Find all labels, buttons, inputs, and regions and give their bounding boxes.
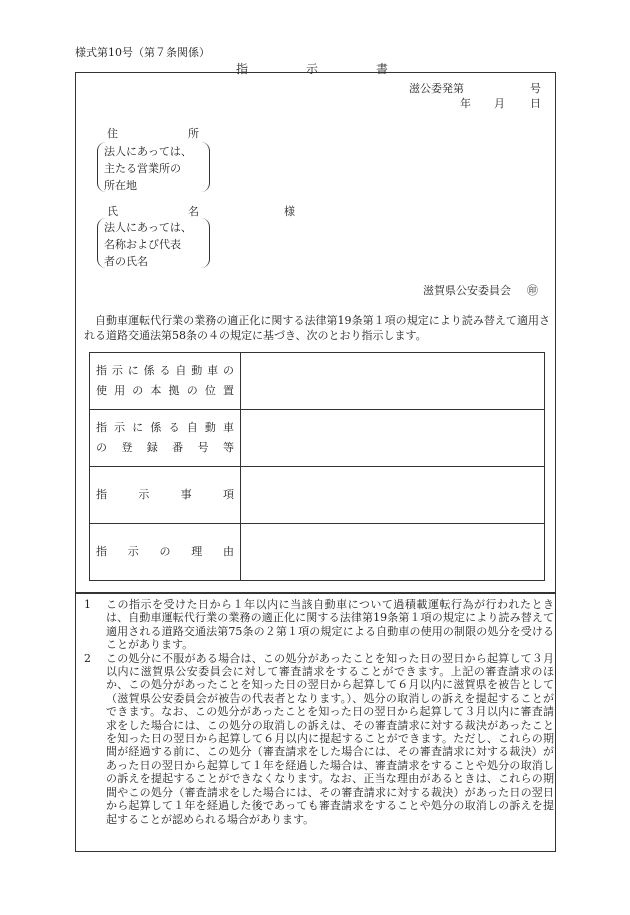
name-note-line: 者の氏名	[104, 255, 148, 268]
document-number-suffix: 号	[530, 82, 541, 95]
label-char: 係	[143, 364, 155, 377]
label-char: の	[132, 384, 144, 397]
document-number-label: 滋公委発第	[409, 82, 464, 95]
label-char: 自	[175, 364, 187, 377]
table-label-cell	[90, 467, 241, 524]
name-label	[107, 203, 199, 219]
title-char: 示	[305, 62, 318, 76]
label-char: 自	[186, 421, 198, 434]
instruction-table	[89, 352, 545, 581]
preamble-text: 自動車運転代行業の業務の適正化に関する法律第19条第１項の規定により読み替えて適用される道路交通法第58条の４の規定に基づき、次のとおり指示します。	[84, 314, 550, 342]
address-note-line: 法人にあっては、	[104, 145, 192, 158]
label-char: に	[132, 421, 144, 434]
label-char: の	[159, 545, 171, 558]
note-text: この処分に不服がある場合は、この処分があったことを知った日の翌日から起算して３月以内に滋賀県公安委員会に対して審査請求をすることができます。上記の審査請求のほか、この処分があったことを知った日の翌日から起算して６月以内に滋賀県を被告として（滋賀県公安委員会が被告の代表者となります。）、処分の取消しの訴えを提起することができます。なお、この処分があったことを知った日の翌日から起算して３月以内に審査請求をした場合には、この処分の取消しの訴えは、その審査請求に対する裁決があったことを知った日の翌日から起算して６月以内に提起することができます。ただし、これらの期間が経過する前に、この処分（審査請求をした場合には、その審査請求に対する裁決）があった日の翌日から起算して１年を経過した場合は、審査請求をすることや処分の取消しの訴えを提起することができなくなります。なお、正当な理由があるときは、これらの期間やこの処分（審査請求をした場合には、その審査請求に対する裁決）があった日の翌日から起算して１年を経過した後であっても審査請求をすることや処分の取消しの訴えを提起することが認められる場合があります。	[106, 651, 554, 826]
table-value-cell[interactable]	[241, 467, 545, 524]
table-label-cell	[90, 524, 241, 581]
name-label-char: 名	[188, 205, 199, 218]
label-char: 車	[207, 364, 219, 377]
address-label-char: 所	[188, 127, 199, 140]
label-char: 番	[172, 441, 184, 454]
label-char: 動	[204, 421, 216, 434]
label-line	[96, 542, 234, 562]
address-label-char: 住	[107, 127, 118, 140]
form-label: 様式第10号（第７条関係）	[75, 46, 210, 59]
date-month: 月	[494, 97, 505, 110]
name-note-line: 名称および代表	[104, 238, 181, 251]
table-value-cell[interactable]	[241, 353, 545, 410]
date-year: 年	[460, 97, 471, 110]
label-char: 示	[111, 364, 123, 377]
note-number: 1	[84, 598, 91, 611]
notes	[84, 598, 554, 826]
issuer-seal: ㊞	[527, 284, 538, 297]
label-char: 本	[150, 384, 162, 397]
label-char: 指	[96, 545, 107, 558]
label-char: 位	[204, 384, 216, 397]
label-char: 指	[96, 488, 107, 501]
name-honorific: 様	[284, 205, 295, 218]
date-day: 日	[530, 97, 541, 110]
name-note-line: 法人にあっては、	[104, 221, 192, 234]
address-note-line: 主たる営業所の	[104, 162, 181, 175]
label-char: 車	[222, 421, 234, 434]
table-row	[90, 524, 545, 581]
table-value-cell[interactable]	[241, 524, 545, 581]
label-char: に	[127, 364, 139, 377]
table-value-cell[interactable]	[241, 410, 545, 467]
label-char: の	[223, 364, 234, 377]
label-char: 登	[121, 441, 133, 454]
label-char: の	[96, 441, 107, 454]
label-char: の	[186, 384, 198, 397]
table-label-cell	[90, 353, 241, 410]
name-note	[104, 219, 192, 270]
address-label	[107, 125, 199, 141]
label-char: 示	[127, 545, 139, 558]
table-row	[90, 353, 545, 410]
label-line	[96, 361, 234, 381]
note-text: この指示を受けた日から１年以内に当該自動車について過積載運転行為が行われたときは、自動車運転代行業の業務の適正化に関する法律第19条第１項の規定により読み替えて適用される道路交通法第75条の２第１項の規定による自動車の使用の制限の処分を受けることがあります。	[106, 598, 554, 652]
preamble	[84, 313, 550, 343]
label-line	[96, 418, 234, 438]
title-char: 書	[375, 62, 388, 76]
table-row	[90, 410, 545, 467]
note-item	[84, 598, 554, 652]
label-char: る	[168, 421, 180, 434]
label-char: 拠	[168, 384, 180, 397]
label-char: 使	[96, 384, 107, 397]
label-char: 由	[223, 545, 234, 558]
label-line	[96, 438, 234, 458]
label-char: 事	[180, 488, 192, 501]
label-char: 号	[197, 441, 209, 454]
label-char: 項	[222, 488, 234, 501]
label-char: 用	[114, 384, 126, 397]
label-line	[96, 381, 234, 401]
label-char: 指	[96, 421, 107, 434]
title-char: 指	[236, 62, 249, 76]
note-item	[84, 652, 554, 826]
label-char: 示	[138, 488, 150, 501]
label-char: 動	[191, 364, 203, 377]
name-label-char: 氏	[107, 205, 118, 218]
address-note	[104, 143, 192, 194]
label-char: 係	[150, 421, 162, 434]
label-line	[96, 485, 234, 505]
label-char: 等	[222, 441, 234, 454]
table-label-cell	[90, 410, 241, 467]
label-char: 置	[222, 384, 234, 397]
label-char: る	[159, 364, 171, 377]
label-char: 指	[96, 364, 107, 377]
address-note-line: 所在地	[104, 179, 137, 192]
note-number: 2	[84, 651, 91, 665]
label-char: 録	[146, 441, 158, 454]
table-row	[90, 467, 545, 524]
issuer-name: 滋賀県公安委員会	[423, 284, 511, 297]
label-char: 示	[114, 421, 126, 434]
label-char: 理	[191, 545, 203, 558]
